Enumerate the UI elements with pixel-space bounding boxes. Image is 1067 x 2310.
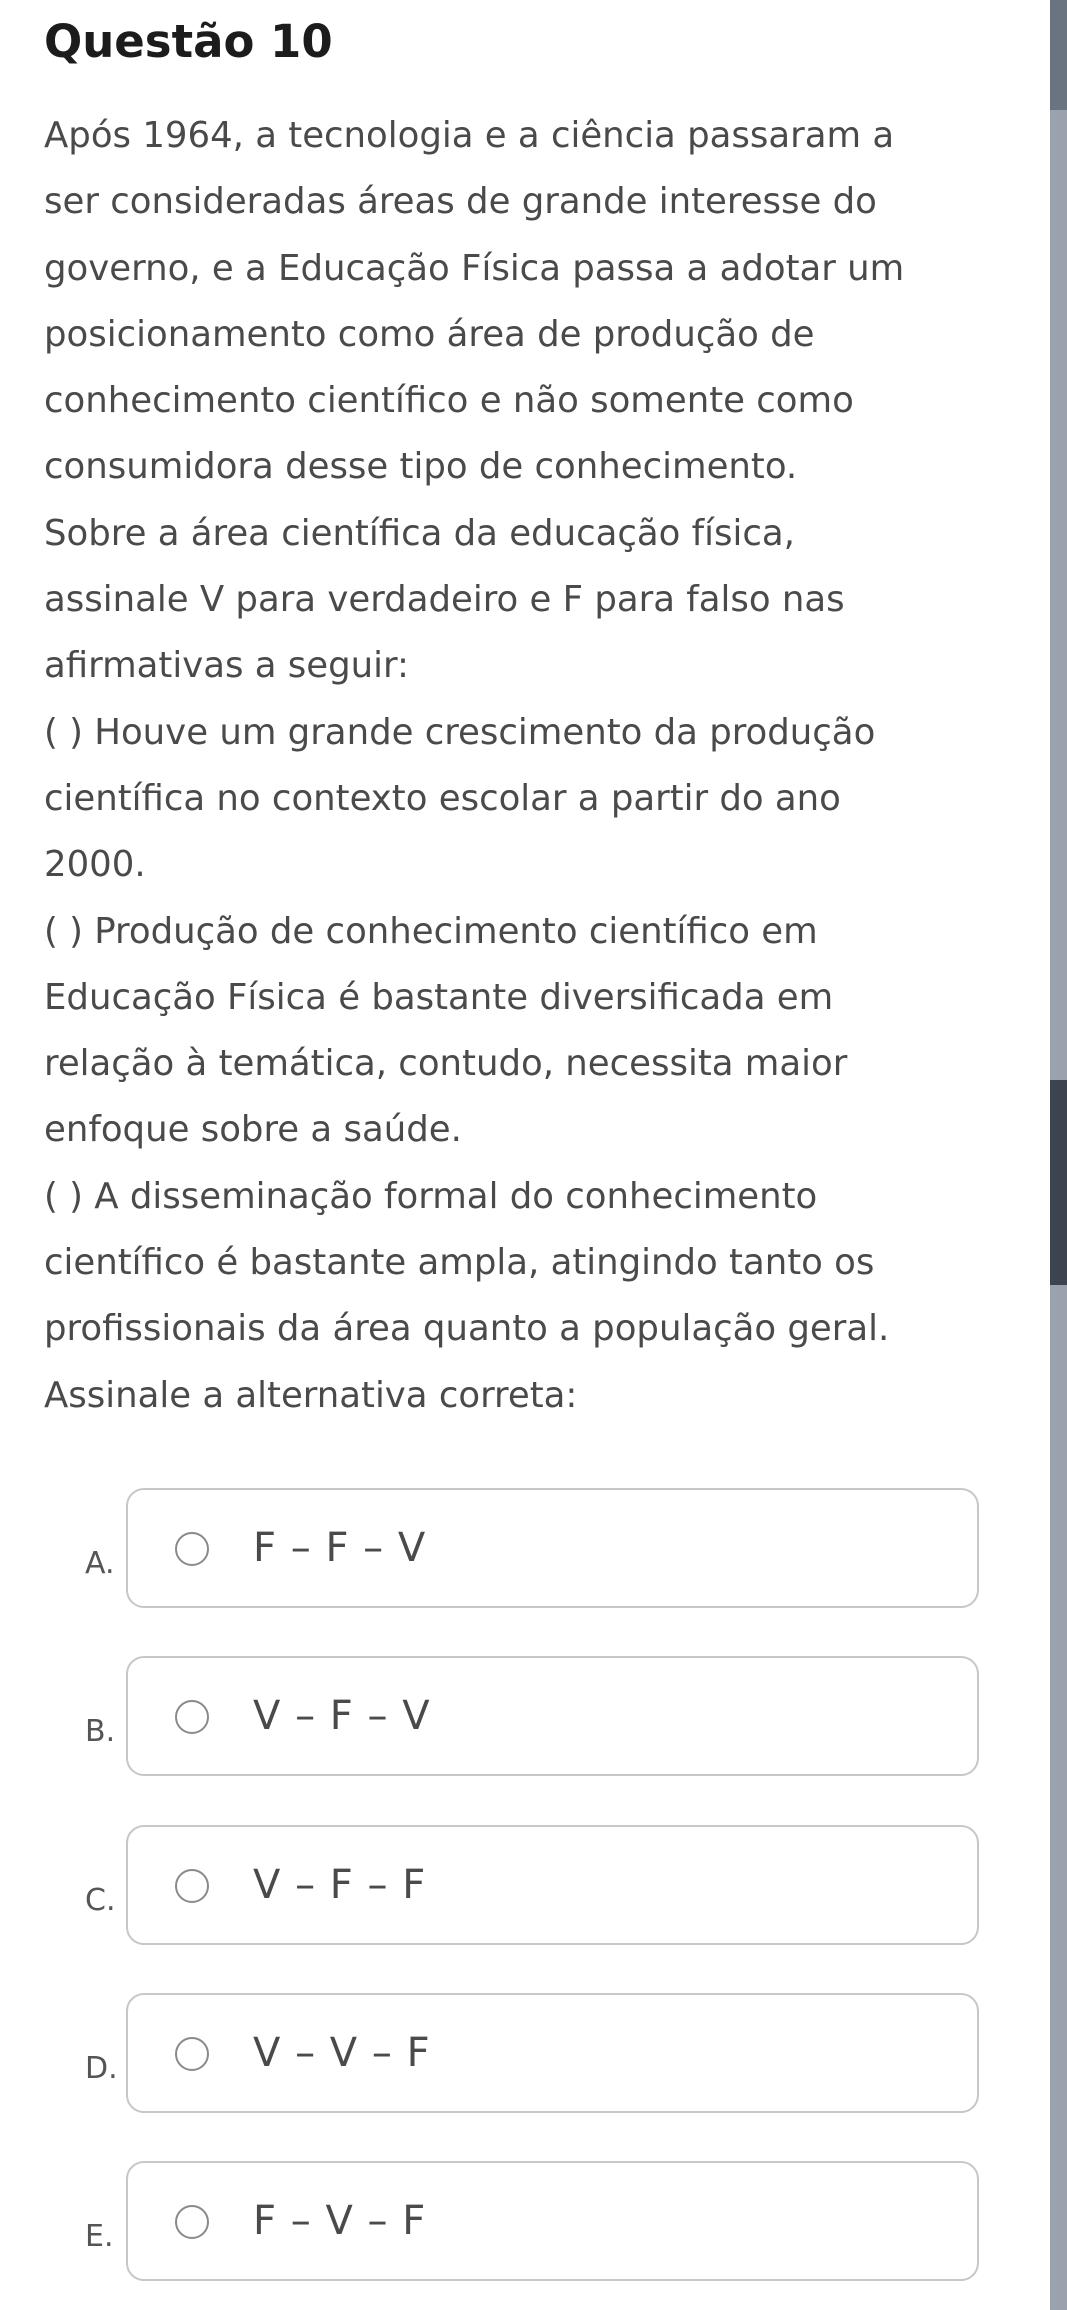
radio-unchecked-icon[interactable] <box>175 1532 209 1566</box>
option-label: V – F – V <box>253 1693 431 1739</box>
question-line: consumidora desse tipo de conhecimento. <box>44 446 798 488</box>
option-c-button[interactable] <box>126 1825 979 1945</box>
option-label: F – V – F <box>253 2198 427 2244</box>
question-title: Questão 10 <box>44 15 333 68</box>
scrollbar-top <box>1050 0 1067 110</box>
option-e-button[interactable] <box>126 2161 979 2281</box>
radio-unchecked-icon[interactable] <box>175 1869 209 1903</box>
question-line: Sobre a área científica da educação física, <box>44 512 795 554</box>
question-line: conhecimento científico e não somente como <box>44 380 854 422</box>
radio-unchecked-icon[interactable] <box>175 2205 209 2239</box>
scrollbar[interactable] <box>1050 0 1067 2310</box>
question-line: profissionais da área quanto a população geral. <box>44 1308 890 1350</box>
radio-unchecked-icon[interactable] <box>175 1700 209 1734</box>
option-e <box>0 2161 1000 2285</box>
question-line: Educação Física é bastante diversificada em <box>44 976 834 1018</box>
question-line: posicionamento como área de produção de <box>44 313 815 355</box>
option-a <box>0 1488 1000 1612</box>
option-letter: E. <box>85 2219 114 2254</box>
scrollbar-upper-track[interactable] <box>1050 110 1067 1080</box>
question-line: Após 1964, a tecnologia e a ciência passaram a <box>44 115 895 156</box>
scrollbar-lower-track[interactable] <box>1050 1285 1067 2310</box>
option-letter: C. <box>85 1883 116 1918</box>
option-a-button[interactable] <box>126 1488 979 1608</box>
option-letter: A. <box>85 1546 115 1581</box>
question-text <box>44 103 1004 1429</box>
radio-unchecked-icon[interactable] <box>175 2037 209 2071</box>
question-line: afirmativas a seguir: <box>44 645 409 687</box>
question-line: científica no contexto escolar a partir do ano <box>44 777 841 819</box>
question-line: ( ) Produção de conhecimento científico em <box>44 910 818 952</box>
scrollbar-thumb[interactable] <box>1050 1080 1067 1285</box>
option-label: V – F – F <box>253 1862 427 1908</box>
question-line: ser consideradas áreas de grande interesse do <box>44 181 877 223</box>
option-letter: B. <box>85 1714 116 1749</box>
question-line: 2000. <box>44 844 146 886</box>
question-line: ( ) A disseminação formal do conhecimento <box>44 1175 818 1217</box>
option-b-button[interactable] <box>126 1656 979 1776</box>
question-line: Assinale a alternativa correta: <box>44 1374 578 1416</box>
option-label: F – F – V <box>253 1525 427 1571</box>
option-d-button[interactable] <box>126 1993 979 2113</box>
option-d <box>0 1993 1000 2117</box>
question-line: enfoque sobre a saúde. <box>44 1109 462 1151</box>
question-line: assinale V para verdadeiro e F para falso nas <box>44 579 845 621</box>
question-line: científico é bastante ampla, atingindo tanto os <box>44 1242 875 1284</box>
option-letter: D. <box>85 2051 118 2086</box>
question-line: governo, e a Educação Física passa a adotar um <box>44 247 905 289</box>
option-label: V – V – F <box>253 2030 431 2076</box>
option-c <box>0 1825 1000 1949</box>
option-b <box>0 1656 1000 1780</box>
question-line: ( ) Houve um grande crescimento da produção <box>44 711 876 753</box>
question-line: relação à temática, contudo, necessita maior <box>44 1043 848 1085</box>
